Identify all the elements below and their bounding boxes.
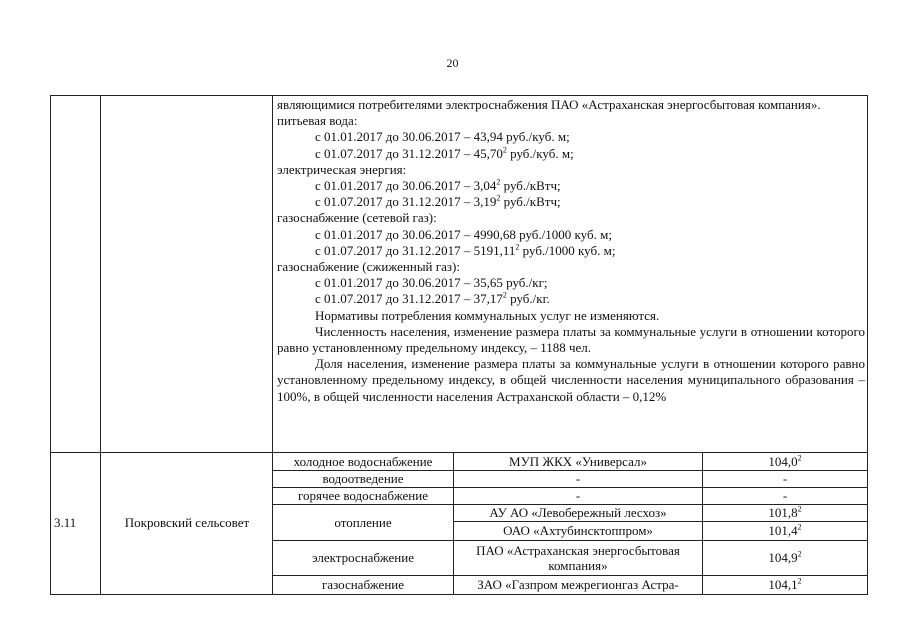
text-line: газоснабжение (сетевой газ): [277,210,437,226]
text-line: являющимися потребителями электроснабжения ПАО «Астраханская энергосбытовая компания». [277,97,821,112]
table-border-left [50,95,51,595]
index-value: - [782,488,788,503]
tariff-text-block [277,97,865,405]
provider-name: - [575,471,581,486]
table-col-divider [272,95,273,595]
service-name: холодное водоснабжение [293,453,433,469]
table-col-divider [702,452,703,595]
index-value: 104,1$^2$ [768,576,802,592]
provider-name: ЗАО «Газпром межрегионгаз Астра- [477,577,679,592]
text-line: с 01.07.2017 до 31.12.2017 – 37,17$^2$ руб./кг. [315,291,550,307]
text-line: с 01.07.2017 до 31.12.2017 – 3,19$^2$ руб./кВтч; [315,193,561,210]
table-border-bottom [50,594,868,595]
text-line: с 01.01.2017 до 30.06.2017 – 4990,68 руб./1000 куб. м; [315,226,612,242]
text-line: с 01.01.2017 до 30.06.2017 – 3,04$^2$ руб./кВтч; [315,177,561,194]
provider-name: ПАО «Астраханская энергосбытовая компания» [476,542,680,573]
table-col-divider [100,95,101,595]
table-border-top [50,95,868,96]
provider-name: ОАО «Ахтубинсктоппром» [503,523,653,538]
provider-name: МУП ЖКХ «Универсал» [509,453,647,469]
service-name: газоснабжение [321,577,405,592]
text-line: Нормативы потребления коммунальных услуг не изменяются. [315,307,660,323]
provider-name: - [575,488,581,503]
text-line: с 01.01.2017 до 30.06.2017 – 35,65 руб./кг; [315,275,548,291]
index-value: 101,8$^2$ [768,504,802,520]
service-name: водоотведение [322,471,404,486]
service-name: электроснабжение [312,550,414,565]
index-value: 104,9$^2$ [768,549,802,565]
text-line: питьевая вода: [277,113,358,129]
row-number: 3.11 [54,515,77,530]
table-col-divider [453,452,454,595]
text-line: Численность населения, изменение размера платы за коммунальные услуги в отношении которого равно установленному предельному индексу, – 1188 чел. [277,323,865,356]
text-line: Доля населения, изменение размера платы за коммунальные услуги в отношении которого равно установленному предельному индексу, в общей численности населения муниципального образования – 100%, в общей численности населения Астраханской области – 0,12% [277,356,865,404]
service-name: горячее водоснабжение [298,488,428,503]
municipality-name: Покровский сельсовет [124,515,250,530]
text-line: газоснабжение (сжиженный газ): [277,259,460,275]
service-name: отопление [334,514,392,530]
page-number: 20 [446,56,459,70]
text-line: с 01.01.2017 до 30.06.2017 – 43,94 руб./куб. м; [315,129,570,145]
text-line: с 01.07.2017 до 31.12.2017 – 45,70$^2$ руб./куб. м; [315,145,574,161]
text-line: с 01.07.2017 до 31.12.2017 – 5191,11$^2$ руб./1000 куб. м; [315,242,616,258]
index-value: 101,4$^2$ [768,522,802,538]
provider-name: АУ АО «Левобережный лесхоз» [489,505,667,520]
index-value: - [782,471,788,486]
index-value: 104,0$^2$ [768,453,802,469]
table-border-right [867,95,868,595]
text-line: электрическая энергия: [277,161,407,177]
